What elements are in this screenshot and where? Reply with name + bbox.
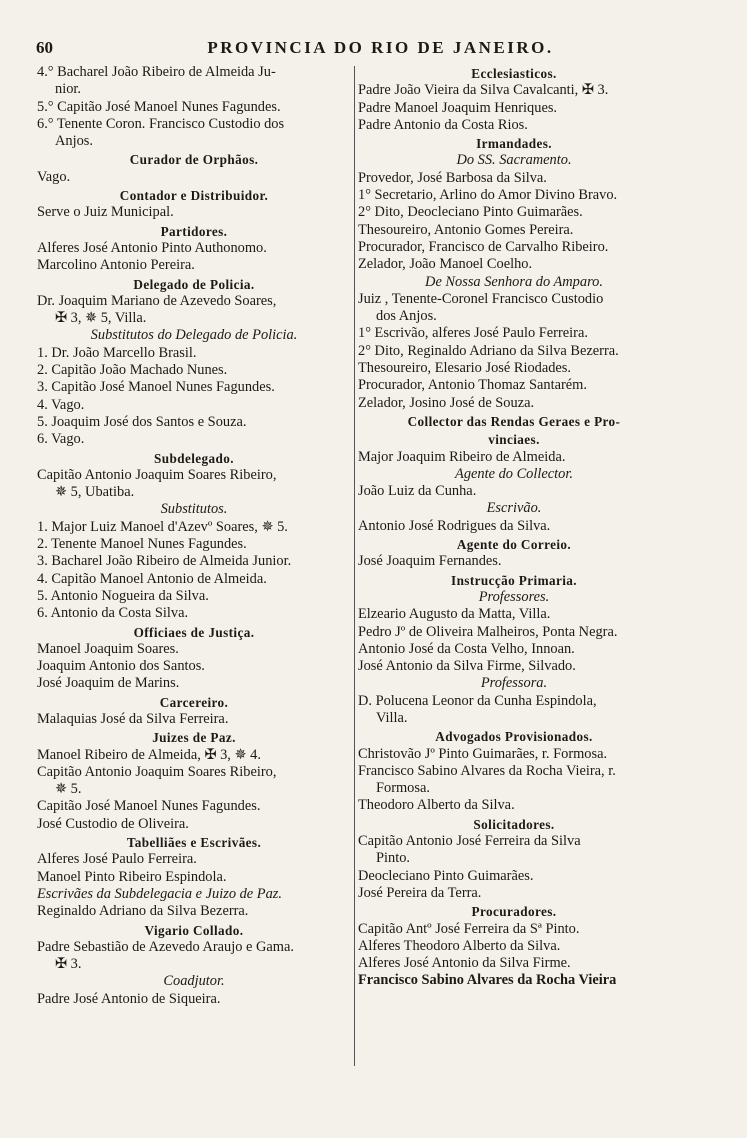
entry-line: Alferes José Paulo Ferreira.	[37, 851, 197, 868]
section-heading: Procuradores.	[471, 904, 557, 920]
section-heading: Curador de Orphãos.	[129, 152, 259, 168]
entry-line: 4. Capitão Manoel Antonio de Almeida.	[37, 570, 267, 587]
entry-line: Vago.	[37, 168, 71, 185]
entry-line: Christovão Jº Pinto Guimarães, r. Formosa.	[358, 745, 608, 762]
section-heading: Carcereiro.	[159, 694, 229, 710]
entry-line: Theodoro Alberto da Silva.	[358, 797, 515, 814]
subheading: Agente do Collector.	[455, 465, 573, 482]
section-heading: Contador e Distribuidor.	[119, 188, 269, 204]
entry-line: José Joaquim Fernandes.	[358, 553, 502, 570]
entry-line: 6. Antonio da Costa Silva.	[37, 605, 189, 622]
entry-line: 1° Escrivão, alferes José Paulo Ferreira.	[358, 325, 588, 342]
entry-line: Procurador, Francisco de Carvalho Ribeiro.	[358, 238, 609, 255]
entry-line: Padre João Vieira da Silva Cavalcanti, ✠ 3.	[358, 82, 609, 99]
entry-line: dos Anjos.	[376, 308, 437, 325]
entry-line: Thesoureiro, Elesario José Riodades.	[358, 360, 572, 377]
page-number: 60	[36, 38, 53, 57]
subheading: Substitutos do Delegado de Policia.	[90, 327, 298, 344]
entry-line: Francisco Sabino Alvares da Rocha Vieira	[358, 972, 617, 989]
subheading: Do SS. Sacramento.	[456, 152, 572, 169]
entry-line: Dr. Joaquim Mariano de Azevedo Soares,	[37, 292, 277, 309]
entry-line: Antonio José Rodrigues da Silva.	[358, 517, 551, 534]
subheading: Escrivães da Subdelegacia e Juizo de Paz.	[37, 885, 282, 902]
entry-line: Reginaldo Adriano da Silva Bezerra.	[37, 903, 249, 920]
entry-line: 2° Dito, Reginaldo Adriano da Silva Bezerra.	[358, 342, 619, 359]
entry-line: Villa.	[376, 709, 408, 726]
right-column	[358, 64, 670, 990]
section-heading: Delegado de Policia.	[133, 276, 255, 292]
entry-line: José Pereira da Terra.	[358, 884, 482, 901]
entry-line: Deocleciano Pinto Guimarães.	[358, 867, 534, 884]
page-header	[36, 38, 725, 62]
section-heading: Juizes de Paz.	[152, 730, 236, 746]
entry-line: Francisco Sabino Alvares da Rocha Vieira, r.	[358, 762, 616, 779]
entry-line: Marcolino Antonio Pereira.	[37, 257, 195, 274]
entry-line: Pinto.	[376, 850, 410, 867]
subheading: Coadjutor.	[163, 973, 225, 990]
entry-line: ✠ 3, ✵ 5, Villa.	[55, 310, 147, 327]
entry-line: ✵ 5, Ubatiba.	[55, 484, 135, 501]
entry-line: 1. Dr. João Marcello Brasil.	[37, 344, 197, 361]
entry-line: ✵ 5.	[55, 781, 82, 798]
entry-line: Zelador, João Manoel Coelho.	[358, 256, 533, 273]
section-heading: Advogados Provisionados.	[435, 729, 593, 745]
subheading: Professores.	[478, 588, 550, 605]
section-heading: Collector das Rendas Geraes e Pro-	[407, 413, 621, 429]
entry-line: José Joaquim de Marins.	[37, 675, 180, 692]
entry-line: Alferes Theodoro Alberto da Silva.	[358, 937, 561, 954]
entry-line: Capitão Antº José Ferreira da Sª Pinto.	[358, 920, 580, 937]
entry-line: Alferes José Antonio da Silva Firme.	[358, 955, 571, 972]
entry-line: 4.° Bacharel João Ribeiro de Almeida Ju-	[37, 64, 276, 80]
entry-line: Antonio José da Costa Velho, Innoan.	[358, 640, 575, 657]
section-heading: Tabelliães e Escrivães.	[126, 835, 262, 851]
subheading: Substitutos.	[160, 501, 228, 518]
section-heading: Solicitadores.	[473, 816, 555, 832]
entry-line: Serve o Juiz Municipal.	[37, 204, 174, 221]
entry-line: 6.° Tenente Coron. Francisco Custodio dos	[37, 115, 285, 132]
entry-line: 1. Major Luiz Manoel d'Azevº Soares, ✵ 5.	[37, 518, 288, 535]
section-heading: Officiaes de Justiça.	[133, 624, 255, 640]
section-heading: Ecclesiasticos.	[471, 66, 557, 81]
entry-line: Pedro Jº de Oliveira Malheiros, Ponta Negra.	[358, 623, 618, 640]
subheading: Professora.	[480, 675, 548, 692]
section-heading: Subdelegado.	[154, 450, 234, 466]
entry-line: Capitão Antonio Joaquim Soares Ribeiro,	[37, 466, 277, 483]
entry-line: Padre Sebastião de Azevedo Araujo e Gama.	[37, 938, 294, 955]
column-divider	[354, 66, 355, 1066]
entry-line: Padre Manoel Joaquim Henriques.	[358, 99, 558, 116]
entry-line: 4. Vago.	[37, 396, 85, 413]
entry-line: Manoel Ribeiro de Almeida, ✠ 3, ✵ 4.	[37, 746, 261, 763]
entry-line: José Custodio de Oliveira.	[37, 815, 189, 832]
entry-line: 2. Tenente Manoel Nunes Fagundes.	[37, 536, 247, 553]
entry-line: 2. Capitão João Machado Nunes.	[37, 362, 228, 379]
entry-line: Anjos.	[55, 133, 93, 150]
entry-line: Manoel Pinto Ribeiro Espindola.	[37, 868, 227, 885]
entry-line: nior.	[55, 81, 81, 98]
section-heading: vinciaes.	[488, 432, 540, 448]
section-heading: Agente do Correio.	[456, 537, 572, 553]
entry-line: Procurador, Antonio Thomaz Santarém.	[358, 377, 587, 394]
entry-line: Capitão Antonio José Ferreira da Silva	[358, 833, 581, 850]
entry-line: Manoel Joaquim Soares.	[37, 640, 179, 657]
entry-line: 2° Dito, Deocleciano Pinto Guimarães.	[358, 204, 583, 221]
entry-line: Capitão José Manoel Nunes Fagundes.	[37, 798, 261, 815]
left-column	[37, 64, 351, 1008]
entry-line: Malaquias José da Silva Ferreira.	[37, 710, 229, 727]
entry-line: 5. Antonio Nogueira da Silva.	[37, 587, 209, 604]
entry-line: Padre José Antonio de Siqueira.	[37, 990, 221, 1007]
entry-line: João Luiz da Cunha.	[358, 483, 477, 500]
entry-line: 5. Joaquim José dos Santos e Souza.	[37, 413, 247, 430]
entry-line: 3. Bacharel João Ribeiro de Almeida Junior.	[37, 553, 292, 570]
entry-line: Formosa.	[376, 780, 430, 797]
entry-line: Thesoureiro, Antonio Gomes Pereira.	[358, 221, 574, 238]
entry-line: Capitão Antonio Joaquim Soares Ribeiro,	[37, 763, 277, 780]
entry-line: D. Polucena Leonor da Cunha Espindola,	[358, 692, 597, 709]
entry-line: Padre Antonio da Costa Rios.	[358, 116, 528, 133]
section-heading: Partidores.	[160, 223, 228, 239]
subheading: Escrivão.	[486, 500, 542, 517]
entry-line: Joaquim Antonio dos Santos.	[37, 658, 205, 675]
section-heading: Vigario Collado.	[144, 922, 244, 938]
entry-line: 6. Vago.	[37, 431, 85, 448]
entry-line: 1° Secretario, Arlino do Amor Divino Bravo.	[358, 187, 618, 204]
entry-line: ✠ 3.	[55, 956, 82, 973]
entry-line: Zelador, Josino José de Souza.	[358, 394, 535, 411]
section-heading: Instrucção Primaria.	[451, 572, 577, 588]
entry-line: Major Joaquim Ribeiro de Almeida.	[358, 448, 566, 465]
entry-line: Juiz , Tenente-Coronel Francisco Custodio	[358, 290, 604, 307]
page-title: PROVINCIA DO RIO DE JANEIRO.	[207, 38, 554, 57]
subheading: De Nossa Senhora do Amparo.	[425, 273, 603, 290]
entry-line: 5.° Capitão José Manoel Nunes Fagundes.	[37, 98, 281, 115]
entry-line: José Antonio da Silva Firme, Silvado.	[358, 658, 576, 675]
section-heading: Irmandades.	[476, 136, 552, 152]
entry-line: Provedor, José Barbosa da Silva.	[358, 169, 547, 186]
entry-line: Alferes José Antonio Pinto Authonomo.	[37, 239, 267, 256]
entry-line: 3. Capitão José Manoel Nunes Fagundes.	[37, 379, 275, 396]
entry-line: Elzeario Augusto da Matta, Villa.	[358, 606, 551, 623]
